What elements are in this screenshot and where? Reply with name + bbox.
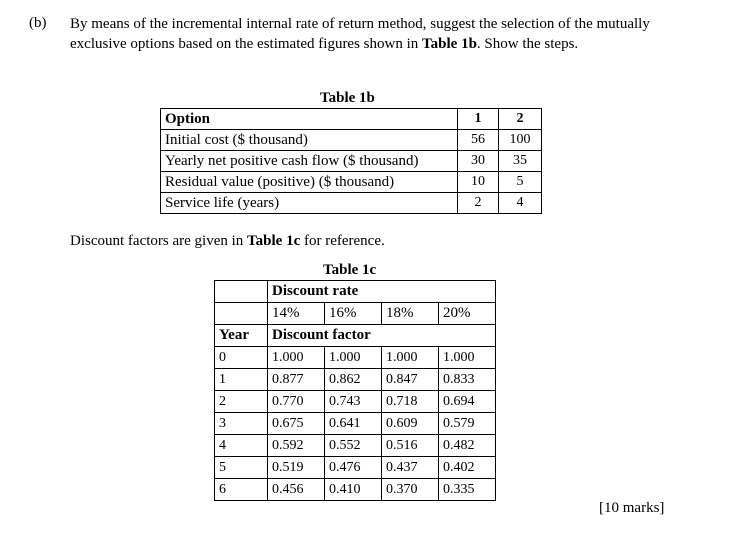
year-cell: 2 <box>215 391 268 413</box>
marks-label: [10 marks] <box>599 500 665 516</box>
year-cell: 0 <box>215 347 268 369</box>
year-cell: 5 <box>215 457 268 479</box>
factor-cell: 0.609 <box>382 413 439 435</box>
factor-cell: 0.770 <box>268 391 325 413</box>
factor-cell: 1.000 <box>268 347 325 369</box>
rate-cell: 16% <box>325 303 382 325</box>
factor-cell: 0.694 <box>439 391 496 413</box>
table-1b-header-row <box>161 109 542 130</box>
factor-cell: 0.877 <box>268 369 325 391</box>
factor-cell: 0.482 <box>439 435 496 457</box>
reference-text <box>70 233 385 250</box>
factor-cell: 0.833 <box>439 369 496 391</box>
factor-cell: 0.370 <box>382 479 439 501</box>
factor-cell: 0.516 <box>382 435 439 457</box>
reference-text-after: for reference. <box>300 233 385 249</box>
factor-cell: 0.862 <box>325 369 382 391</box>
factor-cell: 0.335 <box>439 479 496 501</box>
discount-factor-label: Discount factor <box>268 325 496 347</box>
factor-cell: 1.000 <box>439 347 496 369</box>
table-cell: Service life (years) <box>161 193 458 214</box>
factor-cell: 0.552 <box>325 435 382 457</box>
table-1c-caption: Table 1c <box>323 262 377 278</box>
table-cell: 10 <box>458 172 499 193</box>
factor-cell: 0.641 <box>325 413 382 435</box>
table-row <box>215 435 496 457</box>
year-cell: 1 <box>215 369 268 391</box>
table-cell: 2 <box>458 193 499 214</box>
table-cell: Initial cost ($ thousand) <box>161 130 458 151</box>
table-1c-rate-label-row <box>215 281 496 303</box>
year-label: Year <box>215 325 268 347</box>
table-row <box>161 130 542 151</box>
question-text-after: . Show the steps. <box>476 35 579 52</box>
table-1b <box>160 108 542 214</box>
question-label: (b) <box>29 15 47 31</box>
factor-cell: 1.000 <box>325 347 382 369</box>
table-row <box>215 369 496 391</box>
table-row <box>161 193 542 214</box>
factor-cell: 0.743 <box>325 391 382 413</box>
question-text-before: By means of the incremental internal rate of return method, suggest the selection of the mutually exclusive options based on the estimated figures shown in <box>70 16 650 52</box>
table-cell-empty <box>215 281 268 303</box>
reference-table-ref: Table 1c <box>247 233 301 249</box>
factor-cell: 0.437 <box>382 457 439 479</box>
table-1b-header-1: 1 <box>458 109 499 130</box>
table-cell: 4 <box>499 193 542 214</box>
rate-cell: 14% <box>268 303 325 325</box>
question-table-ref: Table 1b <box>422 35 477 52</box>
discount-rate-label: Discount rate <box>268 281 496 303</box>
factor-cell: 0.847 <box>382 369 439 391</box>
table-cell: Residual value (positive) ($ thousand) <box>161 172 458 193</box>
factor-cell: 0.402 <box>439 457 496 479</box>
year-cell: 4 <box>215 435 268 457</box>
factor-cell: 0.519 <box>268 457 325 479</box>
table-cell: Yearly net positive cash flow ($ thousand) <box>161 151 458 172</box>
factor-cell: 0.579 <box>439 413 496 435</box>
table-row <box>215 457 496 479</box>
table-cell: 30 <box>458 151 499 172</box>
table-row <box>161 151 542 172</box>
table-cell: 5 <box>499 172 542 193</box>
table-1c <box>214 280 496 501</box>
table-cell: 35 <box>499 151 542 172</box>
table-row <box>215 479 496 501</box>
factor-cell: 0.476 <box>325 457 382 479</box>
factor-cell: 0.718 <box>382 391 439 413</box>
rate-cell: 18% <box>382 303 439 325</box>
reference-text-before: Discount factors are given in <box>70 233 248 249</box>
table-1b-header-option: Option <box>161 109 458 130</box>
question-text <box>70 15 682 54</box>
year-cell: 3 <box>215 413 268 435</box>
table-cell-empty <box>215 303 268 325</box>
factor-cell: 0.592 <box>268 435 325 457</box>
factor-cell: 0.675 <box>268 413 325 435</box>
table-1c-factor-label-row <box>215 325 496 347</box>
factor-cell: 0.410 <box>325 479 382 501</box>
table-row <box>215 347 496 369</box>
table-cell: 56 <box>458 130 499 151</box>
year-cell: 6 <box>215 479 268 501</box>
table-1b-caption: Table 1b <box>320 90 375 106</box>
factor-cell: 0.456 <box>268 479 325 501</box>
table-1b-header-2: 2 <box>499 109 542 130</box>
factor-cell: 1.000 <box>382 347 439 369</box>
table-row <box>215 391 496 413</box>
table-1c-rates-row <box>215 303 496 325</box>
table-row <box>161 172 542 193</box>
rate-cell: 20% <box>439 303 496 325</box>
table-cell: 100 <box>499 130 542 151</box>
table-row <box>215 413 496 435</box>
